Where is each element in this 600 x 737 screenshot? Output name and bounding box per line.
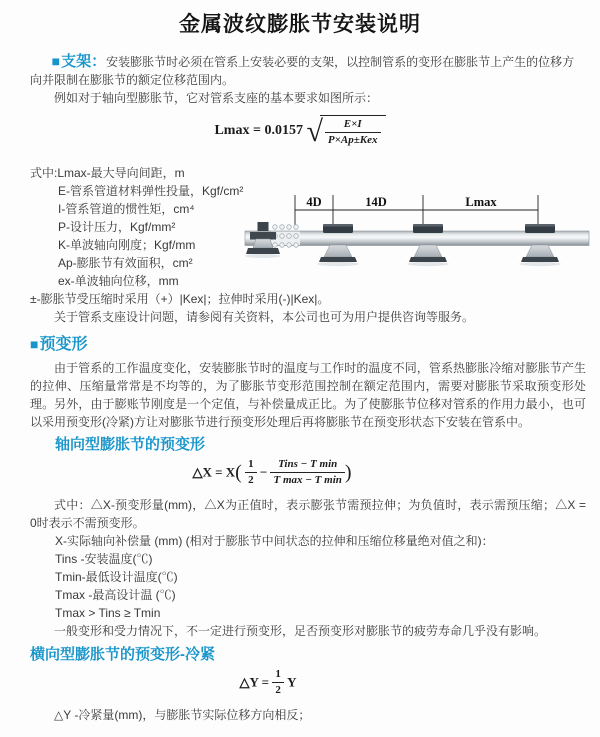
- predeform-paragraph: 由于管系的工作温度变化，安装膨胀节时的温度与工作时的温度不同，管系热膨胀冷缩对膨胀节产生的拉伸、压缩量常常是不均等的，为了膨胀节变形范围控制在额定范围内，需要对膨胀节采取预变形处理。另外，由于膨账节刚度是一个定值，与补偿量成正比。为了使膨胀节位移对管系的作用力最小，也可以采用预变形(冷紧)方让对膨胀节进行预变形处理后再将膨胀节在预变形状态下安装在管系中。: [30, 361, 586, 429]
- legend-item: E-管系管道材料弹性投量，Kgf/cm²: [58, 184, 244, 198]
- dim-label-lmax: Lmax: [465, 195, 497, 209]
- dim-label-4d: 4D: [306, 195, 322, 209]
- formula-numerator: E×I: [325, 118, 381, 133]
- axial-variable-list: [55, 532, 600, 622]
- legend-item: I-管系管道的惯性矩，cm⁴: [58, 202, 195, 216]
- legend-item: ±-膨胀节受压缩时采用（+）|Kex|；拉伸时采用(-)|Kex|。: [30, 292, 330, 306]
- half-fraction: $\frac{1}{2}$: [272, 668, 284, 697]
- legend-item: K-单波轴向刚度；Kgf/mm: [58, 238, 196, 252]
- section-square-icon: ■: [30, 336, 39, 352]
- lateral-note: △Y -冷紧量(mm)，与膨胀节实际位移方向相反；: [54, 708, 311, 722]
- temperature-fraction: $\frac{\text{Tins − T min}}{\text{T max − T min}}$: [270, 458, 344, 487]
- radical-sign-icon: √: [306, 115, 323, 148]
- axial-note: 一般变形和受力情况下，不一定进行预变形，足否预变形对膨胀节的疲劳寿命几乎没有影响。: [54, 624, 547, 638]
- predeform-heading-label: 预变形: [39, 336, 88, 353]
- support-heading-label: 支架：: [61, 53, 107, 70]
- support-section-heading: [52, 53, 106, 70]
- lateral-formula: [0, 668, 568, 694]
- variable-item: Tmin-最低设计温度(℃): [55, 570, 178, 584]
- support-note: 关于管系支座设计问题，请参阅有关资料，本公司也可为用户提供咨询等服务。: [54, 310, 475, 324]
- radicand: [320, 115, 386, 147]
- formula-denominator: P×Ap±Kex: [327, 134, 378, 146]
- legend-item: P-设计压力，Kgf/mm²: [58, 220, 176, 234]
- variable-item: X-实际轴向补偿量 (mm) (相对于膨胀节中间状态的拉伸和压缩位移量绝对值之和)：: [55, 534, 494, 548]
- page-title: 金属波纹膨胀节安装说明: [179, 13, 421, 36]
- axial-subheading: 轴向型膨胀节的预变形: [55, 436, 206, 453]
- pipe-support-diagram: [243, 192, 597, 292]
- open-paren: (: [235, 461, 242, 484]
- legend-item: Ap-膨胀节有效面积，cm²: [58, 256, 193, 270]
- variable-item: Tmax -最高设计温 (℃): [55, 588, 176, 602]
- support-intro-text: 安装膨胀节时必须在管系上安装必要的支架，以控制管系的变形在膨胀节上产生的位移方向并限制在膨胀节的额定位移范围内。: [30, 55, 575, 87]
- axial-explain-paragraph: 式中：△X-预变形量(mm)，△X为正值时，表示膨张节需预拉伸；为负值时，表示需预压缩；△X = 0时表示不需预变形。: [30, 498, 586, 530]
- predeform-section-heading: [30, 334, 600, 355]
- support-example-line: 例如对于轴向型膨胀节，它对管系支座的基本要求如图所示：: [54, 91, 379, 105]
- minus-sign: −: [259, 464, 268, 480]
- variable-item: Tins -安装温度(℃): [55, 552, 153, 566]
- lmax-formula: [0, 115, 600, 149]
- lateral-subheading: 横向型膨胀节的预变形-冷紧: [30, 646, 215, 663]
- support-intro-paragraph: [30, 52, 586, 89]
- legend-item: ex-单波轴向位移，mm: [58, 274, 179, 288]
- formula-lhs: Lmax = 0.0157: [214, 123, 303, 138]
- close-paren: ): [344, 461, 352, 484]
- axial-formula: [0, 458, 572, 488]
- formula-lhs: △X = X: [192, 464, 236, 480]
- variable-item: Tmax > Tins ≥ Tmin: [55, 606, 161, 620]
- legend-item: 式中:Lmax-最大导向间距，m: [30, 166, 185, 180]
- half-fraction: $\frac{1}{2}$: [245, 458, 257, 487]
- formula-rhs: Y: [287, 674, 297, 690]
- dim-label-14d: 14D: [365, 195, 387, 209]
- formula-lhs: △Y =: [239, 674, 270, 690]
- section-square-icon: ■: [51, 53, 61, 69]
